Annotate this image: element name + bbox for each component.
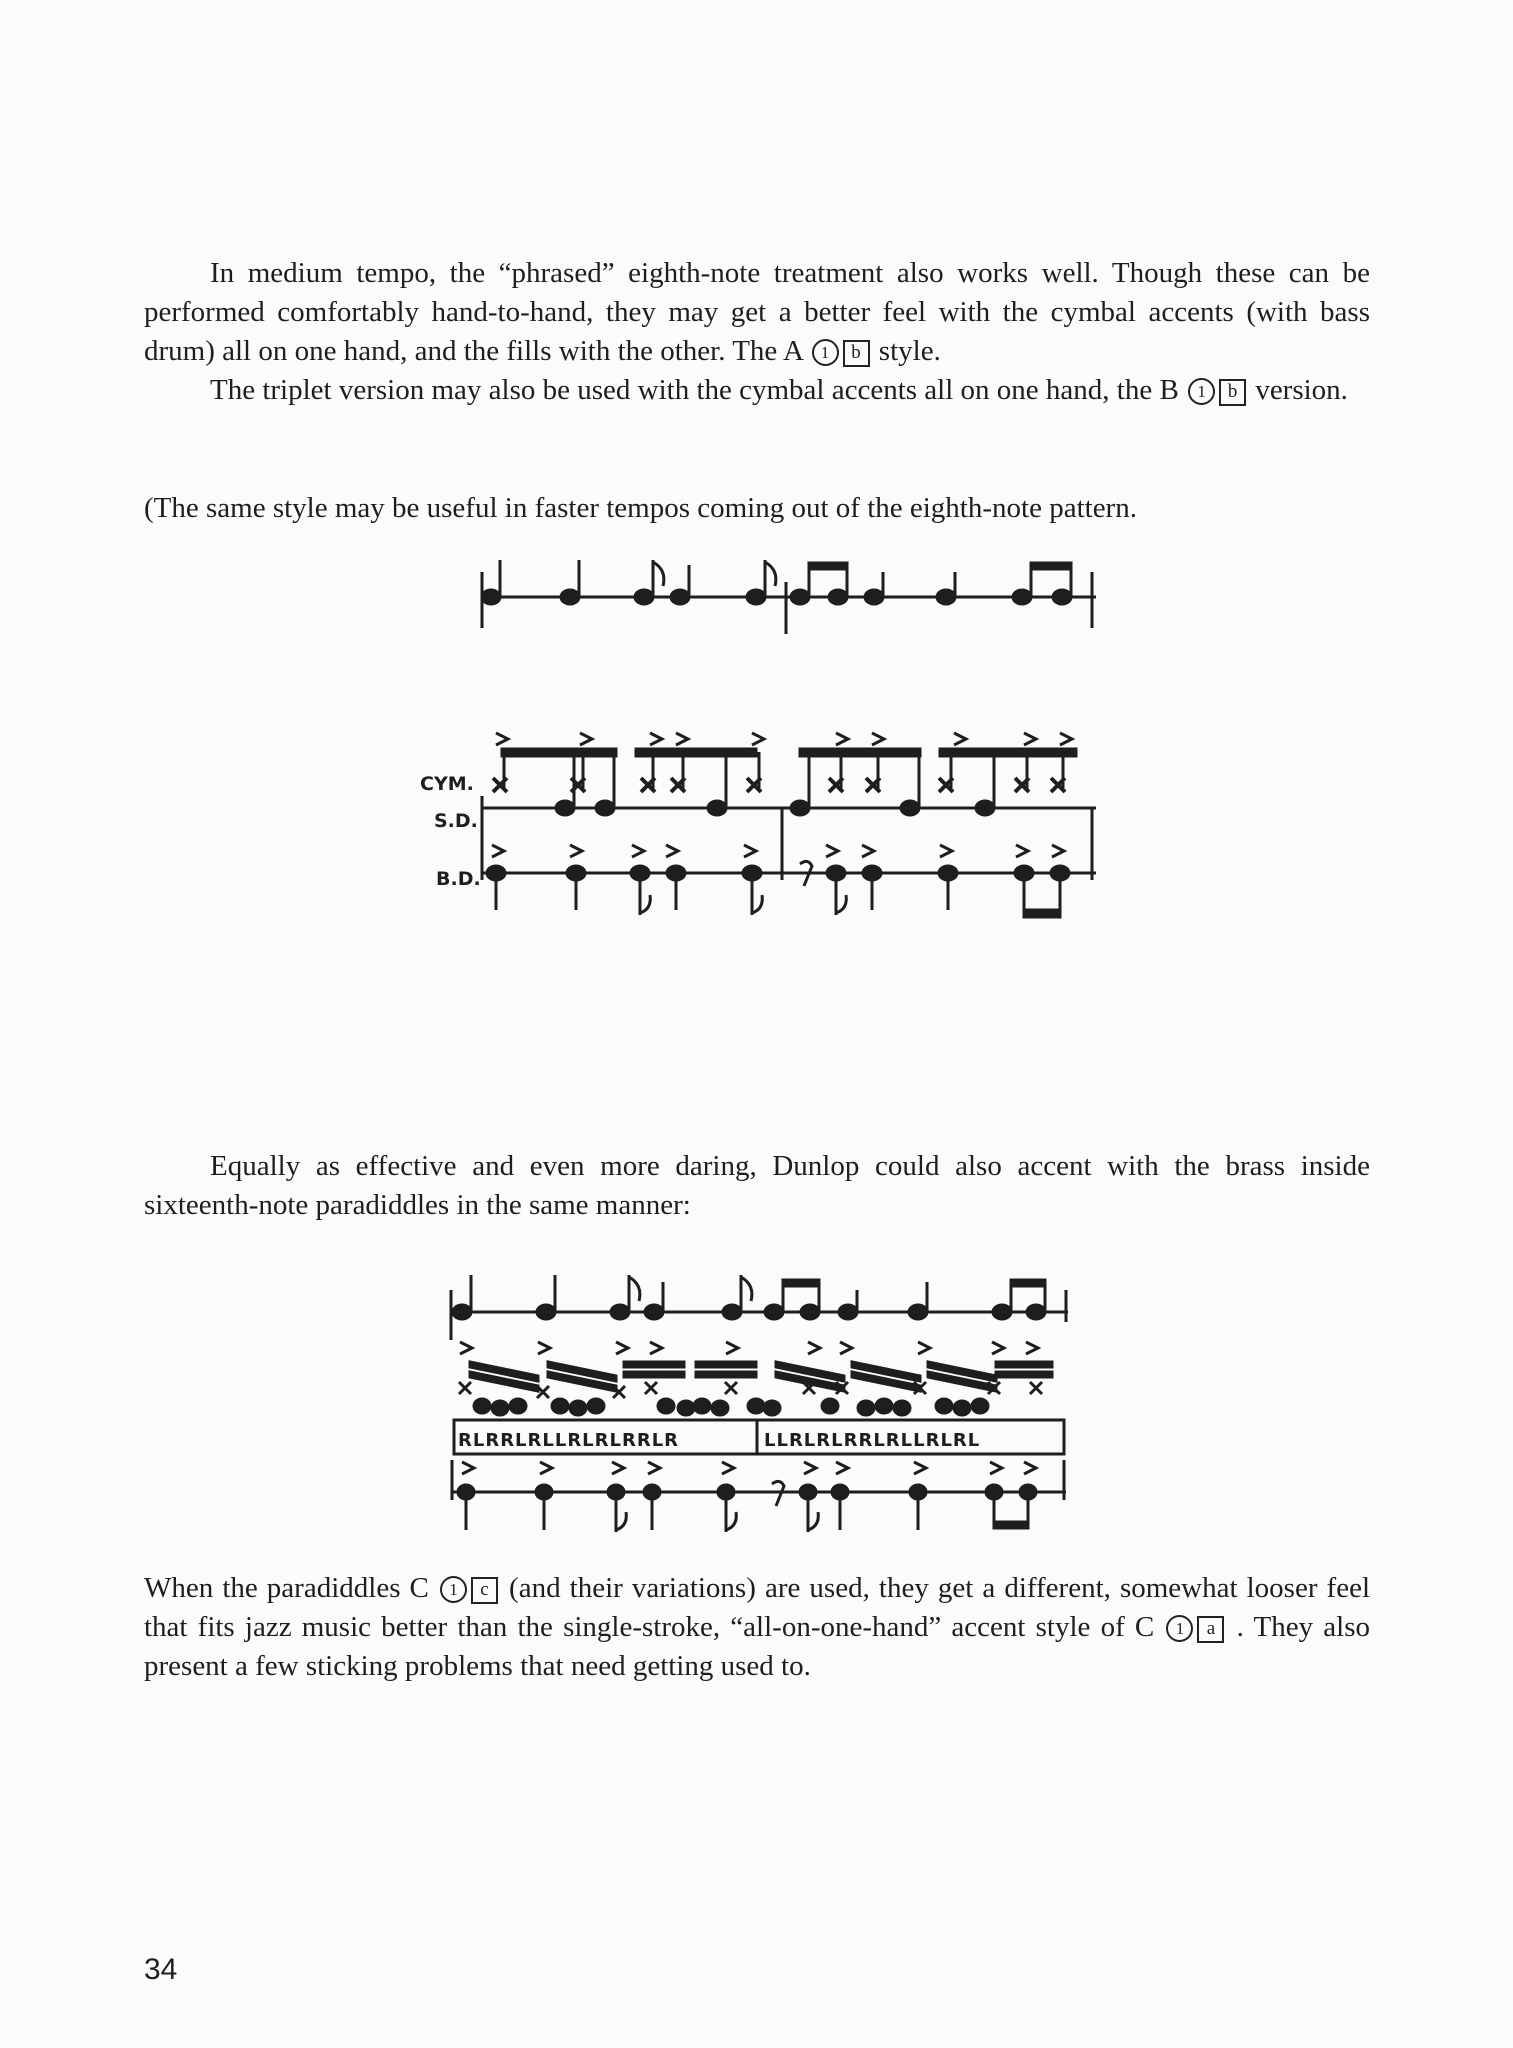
- p5-text-end: . They also present a few sticking problems that need getting used to.: [144, 1611, 1371, 1682]
- p2-text-end: version.: [1248, 374, 1348, 406]
- circled-number: 1: [440, 1576, 467, 1603]
- accent-marks-top: [460, 1342, 1038, 1354]
- circled-number: 1: [1188, 378, 1215, 405]
- boxed-letter: b: [843, 340, 870, 367]
- page-number: 34: [144, 1953, 178, 1986]
- boxed-letter: b: [1219, 379, 1246, 406]
- label-snare-drum: S.D.: [434, 810, 478, 832]
- reference-c1c: [438, 1572, 500, 1604]
- p1-text-end: style.: [871, 335, 941, 367]
- label-bass-drum: B.D.: [436, 868, 481, 890]
- p5-text-start: When the paradiddles C: [144, 1572, 429, 1604]
- bass-notes-2: [458, 1481, 1036, 1532]
- sticking-bar-2: LLRLRLRRLRLLRLRL: [764, 1430, 981, 1451]
- label-cymbal: CYM.: [420, 773, 474, 795]
- sticking-bar-1: RLRRLRLLRLRLRRLR: [458, 1430, 680, 1451]
- paragraph-paradiddle-feel: [144, 1569, 1370, 1686]
- circled-number: 1: [812, 339, 839, 366]
- boxed-letter: a: [1197, 1616, 1224, 1643]
- sixteenth-noteheads: [459, 1382, 1042, 1415]
- p4-text: Equally as effective and even more daring, Dunlop could also accent with the brass inside sixteenth-note paradiddles in the same manner:: [144, 1150, 1370, 1221]
- p2-text: The triplet version may also be used with the cymbal accents all on one hand, the B: [210, 374, 1179, 406]
- reference-c1a: [1164, 1611, 1226, 1643]
- boxed-letter: c: [471, 1577, 498, 1604]
- circled-number: 1: [1166, 1615, 1193, 1642]
- p5-text-middle: (and their variations) are used, they get a different, somewhat looser feel that fits jazz music better than the single-stroke, “all-on-one-hand” accent style of C: [144, 1572, 1371, 1643]
- accent-marks-bottom: [462, 1462, 1036, 1474]
- sixteenth-beams: [470, 1362, 1052, 1391]
- p3-text: (The same style may be useful in faster tempos coming out of the eighth-note pattern.: [144, 492, 1137, 524]
- p1-text: In medium tempo, the “phrased” eighth-note treatment also works well. Though these can be performed comfortably hand-to-hand, they may get a better feel with the cymbal accents (with bass drum) all on one hand, and the fills with the other. The A: [144, 257, 1370, 367]
